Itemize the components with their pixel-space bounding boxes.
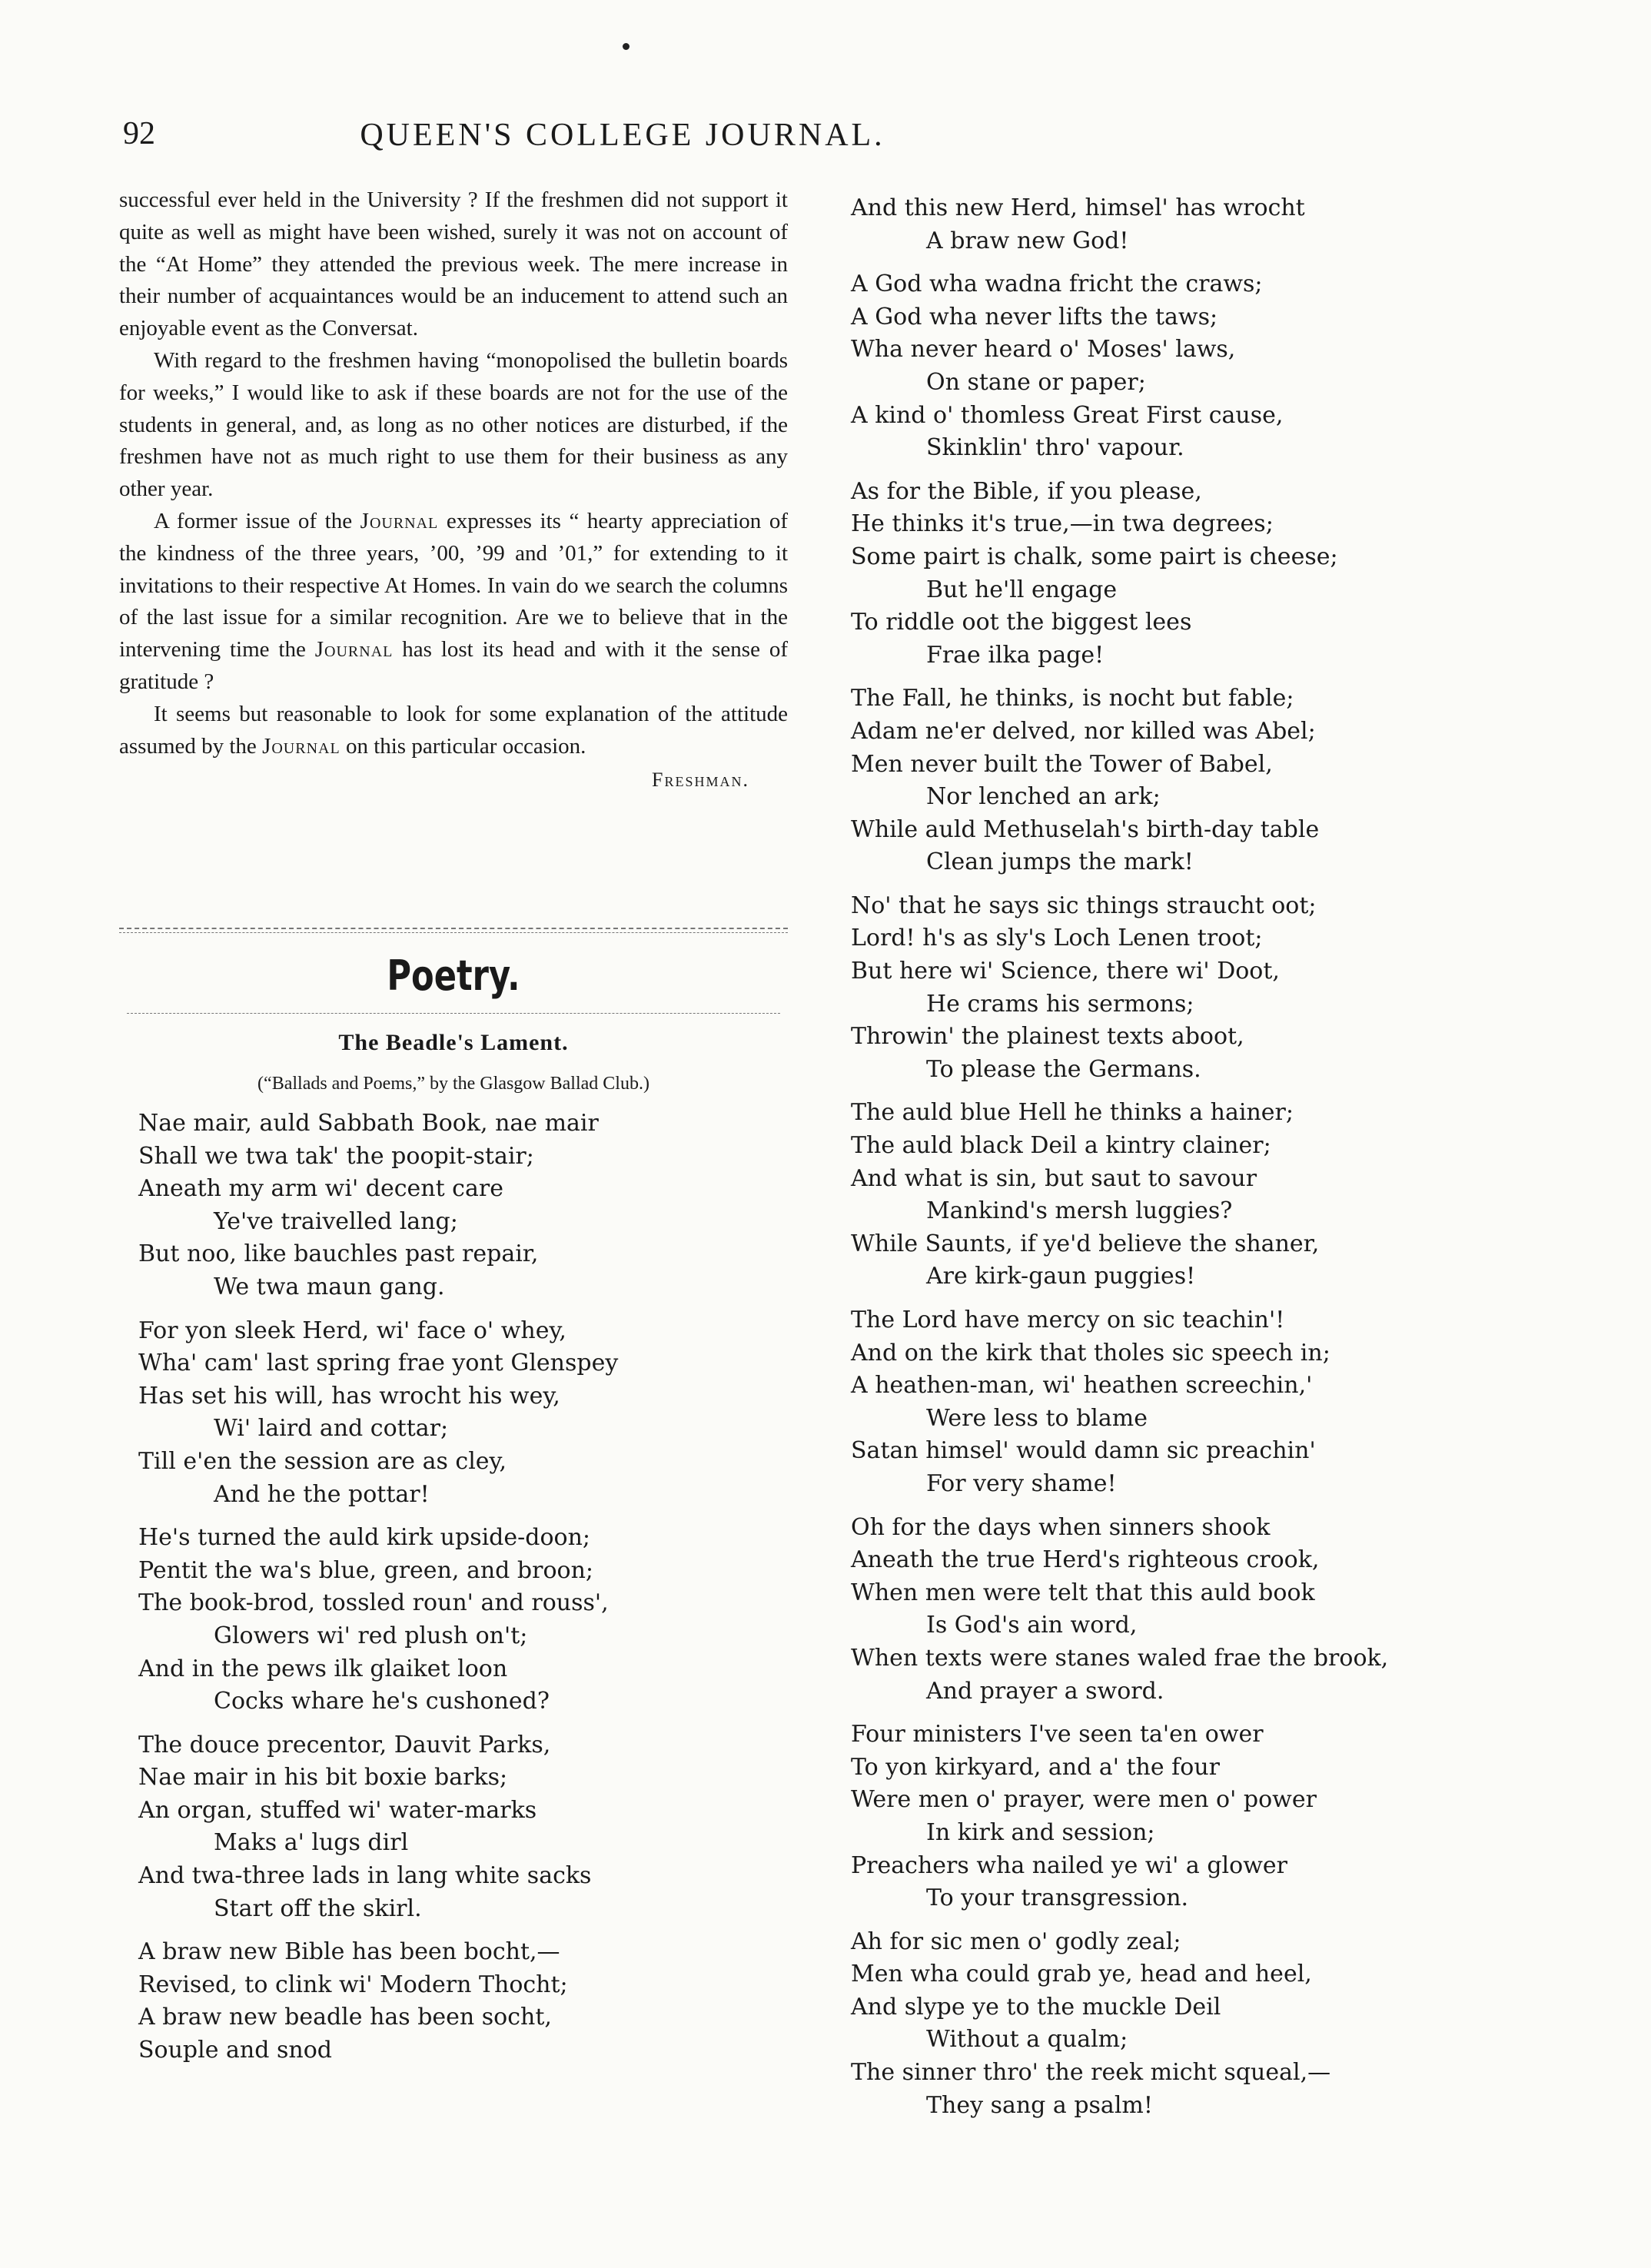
poem-line: Men never built the Tower of Babel, <box>851 750 1273 778</box>
divider <box>119 932 788 933</box>
poem-line: A braw new God! <box>926 227 1129 254</box>
poem-line: He crams his sermons; <box>926 990 1194 1018</box>
poem-stanza <box>851 1097 1619 1293</box>
poem-line: A braw new beadle has been socht, <box>138 2004 552 2031</box>
poem-line: They sang a psalm! <box>926 2091 1153 2119</box>
poem-line: Without a qualm; <box>926 2026 1128 2054</box>
poem-line: The sinner thro' the reek micht squeal,— <box>851 2059 1331 2087</box>
poem-line: As for the Bible, if you please, <box>851 477 1202 505</box>
poem-line: Clean jumps the mark! <box>926 848 1194 876</box>
poem-line: He's turned the auld kirk upside-doon; <box>138 1524 591 1552</box>
poem-line: Nor lenched an ark; <box>926 783 1161 811</box>
poem-line: A braw new Bible has been bocht,— <box>138 1938 560 1966</box>
poem-line: A heathen-man, wi' heathen screechin,' <box>851 1372 1313 1400</box>
poem-line: Revised, to clink wi' Modern Thocht; <box>138 1971 568 1998</box>
poem-stanza <box>851 1718 1619 1915</box>
poem-line: And twa-three lads in lang white sacks <box>138 1862 592 1890</box>
poem-line: On stane or paper; <box>926 368 1146 396</box>
poem-line: A God wha wadna fricht the craws; <box>851 271 1263 298</box>
poem-line: He thinks it's true,—in twa degrees; <box>851 510 1274 538</box>
poem-stanza <box>851 1304 1619 1501</box>
poem-line: Are kirk-gaun puggies! <box>926 1263 1196 1290</box>
poem-line: A kind o' thomless Great First cause, <box>851 401 1284 429</box>
page-number: 92 <box>123 116 155 151</box>
page-mark <box>623 43 630 50</box>
letter-paragraph: With regard to the freshmen having “monopolised the bulletin boards for weeks,” I would like to ask if these boards are not for the use of the students in general, and, as long as no other notices are disturbed, if the freshmen have not as much right to use them for their business as any other year. <box>119 347 788 502</box>
poem-line: Wi' laird and cottar; <box>214 1415 449 1443</box>
poem-stanza <box>851 890 1619 1087</box>
poem-line: Till e'en the session are as cley, <box>138 1447 507 1475</box>
poem-line: While Saunts, if ye'd believe the shaner, <box>851 1230 1320 1257</box>
poem-line: Lord! h's as sly's Loch Lenen troot; <box>851 925 1263 952</box>
poem-line: To your transgression. <box>926 1884 1189 1912</box>
poem-line: Wha' cam' last spring frae yont Glenspey <box>138 1350 619 1377</box>
poem-line: And in the pews ilk glaiket loon <box>138 1655 508 1682</box>
poem-line: And this new Herd, himsel' has wrocht <box>851 194 1305 221</box>
poem-line: The auld black Deil a kintry clainer; <box>851 1132 1271 1160</box>
poem-stanza <box>851 192 1619 257</box>
poem-line: Wha never heard o' Moses' laws, <box>851 336 1236 364</box>
poem-line: For very shame! <box>926 1469 1117 1497</box>
poem-stanza <box>138 1522 799 1718</box>
poem-stanza <box>851 1512 1619 1708</box>
poem-line: Has set his will, has wrocht his wey, <box>138 1382 560 1410</box>
poem-line: Maks a' lugs dirl <box>214 1829 409 1857</box>
poem-column-right <box>851 192 1619 2133</box>
poem-line: But noo, like bauchles past repair, <box>138 1240 539 1268</box>
poem-line: Adam ne'er delved, nor killed was Abel; <box>851 717 1316 745</box>
letter-column <box>119 184 788 796</box>
poem-line: We twa maun gang. <box>214 1273 445 1300</box>
poem-line: For yon sleek Herd, wi' face o' whey, <box>138 1317 566 1344</box>
poem-line: The Lord have mercy on sic teachin'! <box>851 1307 1285 1333</box>
poem-line: Nae mair in his bit boxie barks; <box>138 1764 508 1791</box>
poem-stanza <box>851 476 1619 672</box>
poem-line: The book-brod, tossled roun' and rouss', <box>138 1589 609 1617</box>
poem-line: No' that he says sic things straucht oot; <box>851 892 1317 919</box>
poem-line: Satan himsel' would damn sic preachin' <box>851 1437 1316 1465</box>
poem-line: Shall we twa tak' the poopit-stair; <box>138 1142 534 1170</box>
poem-line: To yon kirkyard, and a' the four <box>851 1753 1220 1781</box>
poem-line: Start off the skirl. <box>214 1894 422 1922</box>
poem-line: When texts were stanes waled frae the brook, <box>851 1644 1389 1672</box>
poem-line: Men wha could grab ye, head and heel, <box>851 1961 1312 1988</box>
poem-line: Skinklin' thro' vapour. <box>926 434 1184 462</box>
poem-line: Oh for the days when sinners shook <box>851 1513 1271 1541</box>
poem-line: Aneath my arm wi' decent care <box>138 1175 503 1203</box>
poem-line: Aneath the true Herd's righteous crook, <box>851 1546 1320 1574</box>
poem-title: The Beadle's Lament. <box>338 1030 569 1055</box>
poem-line: And what is sin, but saut to savour <box>851 1164 1257 1192</box>
journal-title: QUEEN'S COLLEGE JOURNAL. <box>360 118 885 153</box>
poem-line: Four ministers I've seen ta'en ower <box>851 1721 1264 1748</box>
poem-line: Mankind's mersh luggies? <box>926 1197 1233 1225</box>
poem-line: Cocks whare he's cushoned? <box>214 1688 550 1715</box>
poem-line: Is God's ain word, <box>926 1612 1138 1639</box>
poem-line: The douce precentor, Dauvit Parks, <box>138 1731 551 1758</box>
poem-line: But he'll engage <box>926 576 1118 603</box>
poem-stanza <box>851 268 1619 465</box>
poem-stanza <box>138 1729 799 1926</box>
poem-stanza <box>138 1315 799 1512</box>
poem-line: Glowers wi' red plush on't; <box>214 1622 528 1649</box>
poem-line: To please the Germans. <box>926 1055 1201 1083</box>
letter-paragraph: It seems but reasonable to look for some explanation of the attitude assumed by the Journal on this particular occasion. <box>119 701 788 759</box>
signature: Freshman. <box>652 769 749 792</box>
poem-column-left <box>138 1107 799 2078</box>
poem-stanza <box>138 1936 799 2067</box>
poem-line: But here wi' Science, there wi' Doot, <box>851 958 1280 985</box>
poem-line: Frae ilka page! <box>926 641 1105 669</box>
poem-line: Pentit the wa's blue, green, and broon; <box>138 1556 594 1584</box>
page-header <box>123 115 1122 161</box>
poem-line: Throwin' the plainest texts aboot, <box>851 1023 1244 1051</box>
divider <box>127 1013 780 1014</box>
poem-stanza <box>138 1107 799 1304</box>
poem-stanza <box>851 682 1619 879</box>
poem-line: An organ, stuffed wi' water-marks <box>138 1796 537 1824</box>
poem-line: When men were telt that this auld book <box>851 1579 1315 1606</box>
poem-line: Were men o' prayer, were men o' power <box>851 1786 1317 1814</box>
section-title: Poetry. <box>387 951 520 1000</box>
poem-line: Souple and snod <box>138 2037 332 2064</box>
poem-line: Were less to blame <box>926 1404 1148 1432</box>
poem-attribution: (“Ballads and Poems,” by the Glasgow Ballad Club.) <box>257 1074 649 1094</box>
poem-line: Some pairt is chalk, some pairt is cheese; <box>851 543 1338 570</box>
poem-line: And on the kirk that tholes sic speech in; <box>851 1339 1330 1366</box>
poem-line: While auld Methuselah's birth-day table <box>851 815 1320 843</box>
letter-paragraph: successful ever held in the University ? If the freshmen did not support it quite as well as might have been wished, surely it was not on account of the “At Home” they attended the previous week. The mere increase in their number of acquaintances would be an inducement to attend such an enjoyable event as the Conversat. <box>119 188 788 341</box>
poem-line: In kirk and session; <box>926 1818 1155 1846</box>
poem-line: A God wha never lifts the taws; <box>851 303 1218 330</box>
poem-line: Ye've traivelled lang; <box>214 1207 458 1235</box>
poem-line: And slype ye to the muckle Deil <box>851 1993 1221 2021</box>
poem-line: To riddle oot the biggest lees <box>851 609 1192 636</box>
letter-paragraph: A former issue of the Journal expresses its “ hearty appreciation of the kindness of the three years, ’00, ’99 and ’01,” for extending to it invitations to their respective At Homes. In vain do we search the columns of the last issue for a similar recognition. Are we to believe that in the intervening time the Journal has lost its head and with it the sense of gratitude ? <box>119 508 788 694</box>
poem-line: And prayer a sword. <box>926 1677 1164 1705</box>
poem-line: The auld blue Hell he thinks a hainer; <box>851 1099 1294 1127</box>
divider <box>119 928 788 929</box>
poem-line: The Fall, he thinks, is nocht but fable; <box>851 685 1294 712</box>
poem-stanza <box>851 1926 1619 2123</box>
poem-line: Ah for sic men o' godly zeal; <box>851 1928 1181 1955</box>
poem-line: Preachers wha nailed ye wi' a glower <box>851 1851 1287 1879</box>
poem-line: And he the pottar! <box>214 1480 430 1508</box>
poem-line: Nae mair, auld Sabbath Book, nae mair <box>138 1110 599 1137</box>
